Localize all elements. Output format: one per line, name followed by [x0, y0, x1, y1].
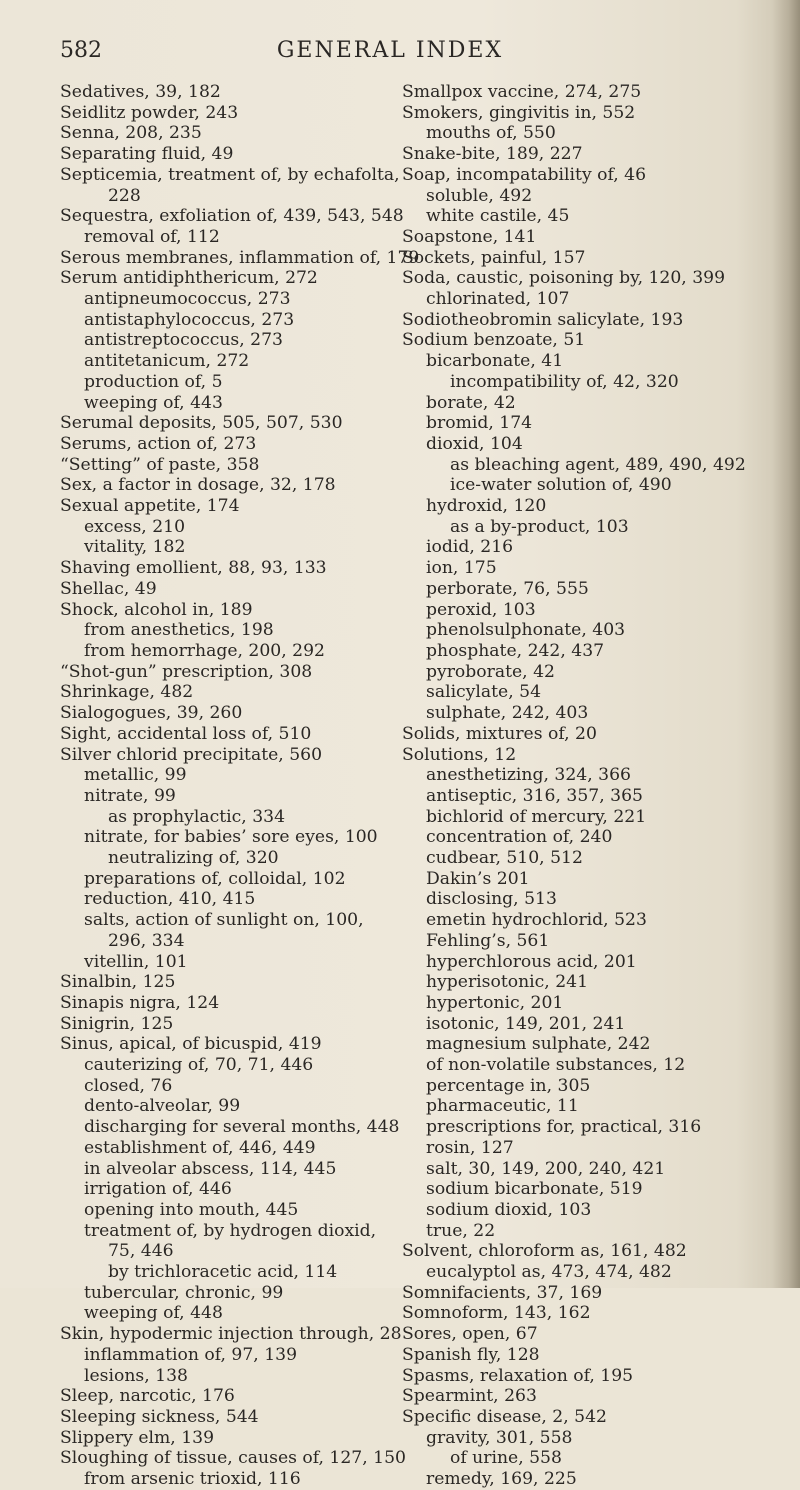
index-subentry: disclosing, 513 — [426, 889, 557, 910]
index-entry: Serous membranes, inflammation of, 179 — [60, 247, 420, 268]
index-entry: Somnifacients, 37, 169 — [402, 1282, 603, 1303]
index-entry: Sinapis nigra, 124 — [60, 992, 220, 1013]
index-entry: Spearmint, 263 — [402, 1386, 537, 1407]
index-entry: Sockets, painful, 157 — [402, 247, 586, 268]
index-subentry: neutralizing of, 320 — [108, 848, 279, 869]
index-entry: Slippery elm, 139 — [60, 1427, 215, 1448]
index-subentry: tubercular, chronic, 99 — [84, 1282, 284, 1303]
index-subentry: isotonic, 149, 201, 241 — [426, 1013, 626, 1034]
index-subentry: percentage in, 305 — [426, 1075, 591, 1096]
index-subentry: chlorinated, 107 — [426, 289, 570, 310]
index-subentry: in alveolar abscess, 114, 445 — [84, 1158, 337, 1179]
index-entry: Serum antidiphthericum, 272 — [60, 268, 318, 289]
index-entry: Spanish fly, 128 — [402, 1344, 540, 1365]
index-subentry: nitrate, for babies’ sore eyes, 100 — [84, 827, 378, 848]
index-entry: Shellac, 49 — [60, 578, 157, 599]
index-subentry: nitrate, 99 — [84, 785, 176, 806]
index-subentry: weeping of, 443 — [84, 392, 223, 413]
index-entry: Shock, alcohol in, 189 — [60, 599, 253, 620]
index-subentry: pharmaceutic, 11 — [426, 1096, 579, 1117]
index-subentry: reduction, 410, 415 — [84, 889, 256, 910]
index-entry: Specific disease, 2, 542 — [402, 1407, 607, 1427]
index-subentry: pyroborate, 42 — [426, 661, 555, 682]
index-subentry: from arsenic trioxid, 116 — [84, 1469, 301, 1490]
index-subentry: by trichloracetic acid, 114 — [108, 1262, 338, 1283]
index-subentry: closed, 76 — [84, 1075, 173, 1096]
index-entry-continuation: 296, 334 — [108, 930, 185, 951]
index-entry: Sodium benzoate, 51 — [402, 330, 586, 351]
index-entry: Septicemia, treatment of, by echafolta, — [60, 164, 400, 185]
index-entry: Sinigrin, 125 — [60, 1013, 174, 1034]
page-number: 582 — [60, 38, 102, 63]
index-subentry: antistreptococcus, 273 — [84, 330, 283, 351]
index-subentry: eucalyptol as, 473, 474, 482 — [426, 1262, 672, 1283]
index-subentry: as prophylactic, 334 — [108, 806, 286, 827]
index-subentry: vitellin, 101 — [84, 951, 188, 972]
index-subentry: phenolsulphonate, 403 — [426, 620, 626, 641]
running-head — [60, 38, 720, 68]
index-subentry: hypertonic, 201 — [426, 992, 564, 1013]
index-entry: Snake-bite, 189, 227 — [402, 144, 583, 165]
index-subentry: of non-volatile substances, 12 — [426, 1055, 686, 1076]
index-entry: Soda, caustic, poisoning by, 120, 399 — [402, 268, 726, 289]
index-entry: Senna, 208, 235 — [60, 123, 202, 144]
index-subentry: bromid, 174 — [426, 413, 533, 434]
index-subentry: from anesthetics, 198 — [84, 620, 274, 641]
index-entry: Serumal deposits, 505, 507, 530 — [60, 413, 343, 434]
index-column-right — [402, 82, 782, 1490]
index-entry: Solids, mixtures of, 20 — [402, 723, 597, 744]
index-subentry: anesthetizing, 324, 366 — [426, 765, 631, 786]
index-subentry: inflammation of, 97, 139 — [84, 1344, 298, 1365]
index-entry: Sexual appetite, 174 — [60, 496, 240, 517]
index-entry: Smallpox vaccine, 274, 275 — [402, 82, 642, 102]
index-entry: Shrinkage, 482 — [60, 682, 194, 703]
index-entry: “Shot-gun” prescription, 308 — [60, 661, 313, 682]
index-subentry: hydroxid, 120 — [426, 496, 547, 517]
index-entry: Smokers, gingivitis in, 552 — [402, 102, 636, 123]
index-subentry: true, 22 — [426, 1220, 496, 1241]
index-subentry: bicarbonate, 41 — [426, 351, 564, 372]
index-entry: Somnoform, 143, 162 — [402, 1303, 591, 1324]
index-subentry: cudbear, 510, 512 — [426, 848, 583, 869]
index-subentry: remedy, 169, 225 — [426, 1469, 577, 1490]
index-subentry: antistaphylococcus, 273 — [84, 309, 295, 330]
index-subentry: perborate, 76, 555 — [426, 578, 589, 599]
index-entry: Sleep, narcotic, 176 — [60, 1386, 235, 1407]
index-subentry: salts, action of sunlight on, 100, — [84, 910, 364, 931]
index-subentry: ion, 175 — [426, 558, 497, 579]
index-subentry: rosin, 127 — [426, 1137, 514, 1158]
index-entry: Solutions, 12 — [402, 744, 517, 765]
index-subentry: Fehling’s, 561 — [426, 930, 550, 951]
index-subentry: salicylate, 54 — [426, 682, 542, 703]
index-subentry: peroxid, 103 — [426, 599, 536, 620]
index-entry: Sores, open, 67 — [402, 1324, 538, 1345]
index-column-left — [60, 82, 420, 1490]
index-subentry: bichlorid of mercury, 221 — [426, 806, 647, 827]
index-entry-continuation: 75, 446 — [108, 1241, 174, 1262]
index-subentry: iodid, 216 — [426, 537, 514, 558]
index-subentry: of urine, 558 — [450, 1448, 562, 1469]
index-subentry: sodium bicarbonate, 519 — [426, 1179, 643, 1200]
index-entry: Seidlitz powder, 243 — [60, 102, 239, 123]
index-subentry: magnesium sulphate, 242 — [426, 1034, 651, 1055]
index-entry: Sleeping sickness, 544 — [60, 1407, 259, 1427]
index-subentry: weeping of, 448 — [84, 1303, 223, 1324]
index-entry: Sedatives, 39, 182 — [60, 82, 221, 102]
index-entry: Sinalbin, 125 — [60, 972, 176, 993]
index-entry: Sloughing of tissue, causes of, 127, 150 — [60, 1448, 406, 1469]
index-entry: “Setting” of paste, 358 — [60, 454, 260, 475]
index-subentry: establishment of, 446, 449 — [84, 1137, 316, 1158]
index-subentry: discharging for several months, 448 — [84, 1117, 400, 1138]
index-subentry: metallic, 99 — [84, 765, 187, 786]
index-entry: Sialogogues, 39, 260 — [60, 703, 243, 724]
index-subentry: lesions, 138 — [84, 1365, 188, 1386]
index-subentry: emetin hydrochlorid, 523 — [426, 910, 647, 931]
index-subentry: phosphate, 242, 437 — [426, 640, 605, 661]
index-subentry: hyperchlorous acid, 201 — [426, 951, 637, 972]
index-subentry: from hemorrhage, 200, 292 — [84, 640, 325, 661]
index-entry: Sex, a factor in dosage, 32, 178 — [60, 475, 336, 496]
index-entry: Sequestra, exfoliation of, 439, 543, 548 — [60, 206, 404, 227]
index-subentry: concentration of, 240 — [426, 827, 613, 848]
index-subentry: antitetanicum, 272 — [84, 351, 250, 372]
index-subentry: gravity, 301, 558 — [426, 1427, 573, 1448]
index-subentry: borate, 42 — [426, 392, 516, 413]
index-subentry: antipneumococcus, 273 — [84, 289, 291, 310]
index-entry: Spasms, relaxation of, 195 — [402, 1365, 634, 1386]
index-subentry: sodium dioxid, 103 — [426, 1199, 592, 1220]
index-subentry: production of, 5 — [84, 371, 223, 392]
index-subentry: as bleaching agent, 489, 490, 492 — [450, 454, 746, 475]
index-subentry: soluble, 492 — [426, 185, 533, 206]
index-subentry: prescriptions for, practical, 316 — [426, 1117, 702, 1138]
index-subentry: excess, 210 — [84, 516, 186, 537]
index-entry: Solvent, chloroform as, 161, 482 — [402, 1241, 687, 1262]
index-subentry: mouths of, 550 — [426, 123, 556, 144]
index-entry: Skin, hypodermic injection through, 28 — [60, 1324, 402, 1345]
index-entry: Soapstone, 141 — [402, 226, 537, 247]
index-entry: Sodiotheobromin salicylate, 193 — [402, 309, 684, 330]
index-subentry: white castile, 45 — [426, 206, 570, 227]
index-subentry: removal of, 112 — [84, 226, 220, 247]
index-subentry: hyperisotonic, 241 — [426, 972, 589, 993]
index-subentry: incompatibility of, 42, 320 — [450, 371, 679, 392]
section-title: GENERAL INDEX — [276, 38, 504, 63]
index-entry: Sinus, apical, of bicuspid, 419 — [60, 1034, 322, 1055]
index-subentry: cauterizing of, 70, 71, 446 — [84, 1055, 314, 1076]
index-subentry: ice-water solution of, 490 — [450, 475, 672, 496]
index-subentry: preparations of, colloidal, 102 — [84, 868, 346, 889]
index-subentry: vitality, 182 — [84, 537, 186, 558]
index-entry-continuation: 228 — [108, 185, 141, 206]
index-subentry: as a by-product, 103 — [450, 516, 629, 537]
index-subentry: irrigation of, 446 — [84, 1179, 232, 1200]
index-entry: Serums, action of, 273 — [60, 433, 257, 454]
index-subentry: dento-alveolar, 99 — [84, 1096, 241, 1117]
index-subentry: sulphate, 242, 403 — [426, 703, 589, 724]
index-subentry: opening into mouth, 445 — [84, 1199, 299, 1220]
index-subentry: antiseptic, 316, 357, 365 — [426, 785, 643, 806]
index-subentry: Dakin’s 201 — [426, 868, 530, 889]
index-subentry: salt, 30, 149, 200, 240, 421 — [426, 1158, 666, 1179]
index-subentry: dioxid, 104 — [426, 433, 523, 454]
index-entry: Separating fluid, 49 — [60, 144, 234, 165]
index-entry: Silver chlorid precipitate, 560 — [60, 744, 323, 765]
index-entry: Soap, incompatability of, 46 — [402, 164, 647, 185]
index-subentry: treatment of, by hydrogen dioxid, — [84, 1220, 377, 1241]
index-entry: Shaving emollient, 88, 93, 133 — [60, 558, 327, 579]
index-entry: Sight, accidental loss of, 510 — [60, 723, 312, 744]
